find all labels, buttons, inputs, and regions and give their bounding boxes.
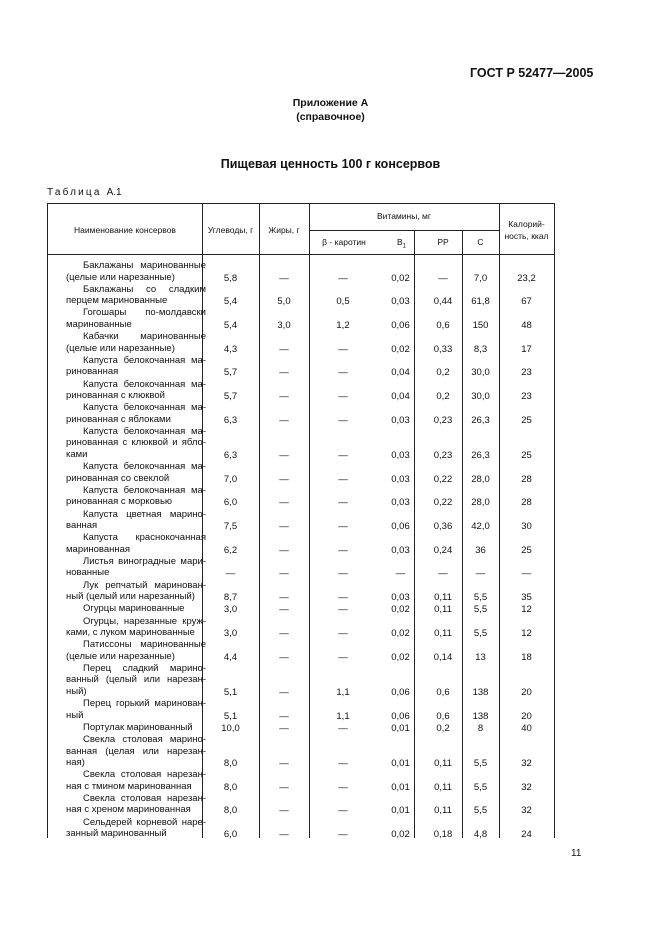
product-name — [66, 331, 206, 354]
cell-kcal: 35 — [521, 592, 532, 604]
cell-fats: — — [279, 473, 289, 485]
product-name-line: Свекла столовая марино- — [83, 734, 206, 745]
cell-carbs: — — [225, 568, 236, 580]
cell-pp: 0,11 — [434, 604, 452, 616]
product-name-line: Капуста белокочанная ма- — [83, 402, 206, 414]
cell-carbs: 6,0 — [223, 497, 238, 509]
cell-beta: — — [338, 367, 348, 379]
product-name — [66, 260, 206, 283]
cell-beta: — — [338, 343, 348, 355]
cell-b1: 0,02 — [391, 651, 410, 663]
product-name-line: ная с тмином маринованная — [66, 780, 192, 792]
cell-kcal: 28 — [521, 473, 532, 485]
cell-beta: 0,5 — [336, 296, 350, 308]
cell-b1: 0,06 — [391, 710, 410, 722]
cell-kcal: 67 — [521, 296, 532, 308]
cell-beta: 1,2 — [336, 319, 350, 331]
cell-beta: — — [338, 497, 348, 509]
document-code: ГОСТ Р 52477—2005 — [470, 66, 594, 80]
cell-b1: 0,06 — [391, 521, 410, 532]
cell-b1: 0,01 — [391, 758, 410, 769]
cell-fats: — — [279, 758, 289, 769]
product-name-line: ринованная со свеклой — [66, 472, 170, 484]
cell-pp: 0,2 — [436, 391, 450, 402]
cell-kcal: 32 — [521, 781, 532, 793]
product-name-line: Лук репчатый маринован- — [83, 579, 206, 591]
cell-fats: — — [279, 272, 289, 284]
cell-c: 150 — [472, 319, 489, 331]
cell-kcal: 25 — [521, 544, 532, 556]
table-label-word: Таблица — [47, 187, 102, 198]
cell-c: — — [475, 568, 486, 580]
col-header-b1 — [379, 236, 424, 253]
cell-pp: 0,11 — [434, 758, 452, 769]
cell-c: 8 — [477, 722, 484, 734]
cell-pp: 0,44 — [433, 296, 453, 308]
cell-pp: 0,11 — [434, 628, 452, 639]
appendix-subtitle: (справочное) — [296, 111, 365, 123]
product-name-line: нованные — [66, 567, 110, 579]
cell-kcal: 48 — [521, 319, 532, 331]
cell-carbs: 5,4 — [223, 296, 238, 308]
cell-c: 8,3 — [473, 343, 488, 355]
col-header-fats: Жиры, г — [268, 225, 300, 235]
nutrition-table — [47, 203, 555, 841]
cell-beta: — — [338, 414, 348, 426]
cell-beta: — — [338, 829, 348, 841]
cell-pp: 0,18 — [433, 829, 453, 841]
cell-c: 30,0 — [471, 367, 490, 379]
cell-beta: — — [338, 722, 348, 734]
page-number: 11 — [571, 848, 582, 859]
cell-pp: 0,2 — [436, 722, 450, 734]
col-header-beta-carotene: β - каротин — [322, 237, 366, 247]
cell-fats: — — [279, 781, 289, 793]
cell-b1: 0,03 — [391, 449, 410, 461]
product-name-line: маринованные — [66, 318, 132, 330]
cell-carbs: 5,1 — [223, 710, 238, 722]
product-name — [66, 793, 206, 816]
cell-beta: — — [338, 449, 348, 461]
cell-beta: — — [338, 544, 348, 556]
product-name-line: Гогошары по-молдавски — [83, 307, 206, 319]
cell-fats: — — [279, 829, 289, 841]
cell-fats: — — [279, 568, 289, 580]
product-name-line: ками, с луком маринованные — [66, 627, 195, 638]
cell-kcal: 30 — [521, 521, 532, 532]
product-name-line: Баклажаны маринованные — [83, 260, 206, 271]
product-name-line: ная) — [66, 757, 85, 768]
product-name-line: Перец горький маринован- — [83, 698, 206, 710]
col-header-c: С — [477, 237, 484, 247]
product-name — [66, 379, 206, 402]
cell-kcal: 12 — [521, 604, 532, 616]
cell-kcal: 23 — [521, 367, 532, 379]
col-header-name: Наименование консервов — [74, 225, 176, 235]
product-name-line: Капуста краснокочанная — [83, 532, 206, 544]
cell-fats: — — [279, 604, 289, 616]
cell-beta: — — [338, 628, 348, 639]
cell-fats: — — [279, 391, 289, 402]
col-header-b1-label: В — [396, 237, 403, 247]
cell-pp: 0,23 — [433, 414, 453, 426]
cell-c: 28,0 — [471, 497, 490, 509]
cell-c: 26,3 — [471, 449, 490, 461]
cell-pp: 0,22 — [433, 473, 453, 485]
product-name-line: ный (целый или нарезанный) — [66, 591, 195, 603]
cell-beta: — — [338, 604, 348, 616]
product-name-line: ринованная с клюквой — [66, 390, 165, 401]
cell-c: 5,5 — [473, 628, 488, 639]
cell-b1: 0,02 — [391, 829, 410, 841]
cell-pp: 0,22 — [433, 497, 453, 509]
product-name — [66, 461, 206, 484]
cell-pp: 0,6 — [436, 319, 450, 331]
col-header-kcal-line1: Калорий- — [508, 219, 545, 229]
cell-carbs: 8,7 — [223, 592, 238, 604]
product-name — [66, 485, 206, 508]
cell-carbs: 5,7 — [223, 391, 238, 402]
cell-beta: — — [338, 805, 348, 817]
cell-c: 4,8 — [473, 829, 488, 841]
product-name-line: занный маринованный — [66, 828, 167, 840]
cell-pp: 0,33 — [433, 343, 453, 355]
cell-pp: 0,11 — [434, 781, 452, 793]
product-name-line: Портулак маринованный — [83, 721, 193, 733]
cell-kcal: — — [521, 568, 532, 580]
cell-kcal: 32 — [521, 805, 532, 817]
cell-carbs: 4,3 — [223, 343, 238, 355]
cell-carbs: 10,0 — [221, 722, 240, 734]
cell-pp: 0,2 — [436, 367, 450, 379]
product-name — [66, 734, 206, 769]
cell-beta: — — [338, 758, 348, 769]
product-name — [66, 580, 206, 603]
cell-pp: — — [438, 568, 448, 580]
product-name-line: Капуста белокочанная ма- — [83, 378, 206, 390]
cell-carbs: 3,0 — [223, 604, 238, 616]
cell-fats: — — [279, 628, 289, 639]
cell-c: 42,0 — [471, 521, 490, 532]
cell-b1: 0,03 — [391, 544, 410, 556]
cell-pp: 0,6 — [436, 686, 450, 698]
cell-b1: 0,03 — [391, 414, 410, 426]
cell-beta: — — [338, 521, 348, 532]
cell-pp: 0,14 — [433, 651, 453, 663]
cell-kcal: 17 — [521, 343, 532, 355]
cell-pp: 0,23 — [433, 449, 453, 461]
product-name-line: ванная — [66, 520, 98, 531]
cell-carbs: 7,5 — [223, 521, 238, 532]
cell-c: 30,0 — [471, 391, 490, 402]
product-name-line: ринованная — [66, 366, 119, 378]
cell-fats: — — [279, 449, 289, 461]
cell-b1: 0,02 — [391, 628, 410, 639]
cell-fats: — — [279, 544, 289, 556]
cell-fats: — — [279, 686, 289, 698]
cell-fats: — — [279, 521, 289, 532]
product-name-line: ринованная с морковью — [66, 496, 173, 508]
cell-beta: 1,1 — [336, 710, 350, 722]
cell-carbs: 5,1 — [223, 686, 238, 698]
product-name — [66, 722, 206, 734]
product-name — [66, 616, 206, 639]
product-name-line: ками — [66, 448, 88, 460]
cell-b1: 0,03 — [391, 473, 410, 485]
cell-carbs: 7,0 — [223, 473, 238, 485]
cell-fats: 3,0 — [277, 319, 291, 331]
cell-beta: 1,1 — [336, 686, 350, 698]
cell-c: 5,5 — [473, 805, 488, 817]
cell-pp: 0,11 — [434, 805, 452, 817]
cell-kcal: 40 — [521, 722, 532, 734]
product-name-line: ный) — [66, 685, 87, 697]
product-name — [66, 639, 206, 662]
product-name-line: Листья виноградные мари- — [83, 555, 206, 567]
product-name-line: Огурцы маринованные — [83, 603, 185, 615]
cell-fats: — — [279, 805, 289, 817]
cell-c: 26,3 — [471, 414, 490, 426]
product-name-line: Сельдерей корневой наре- — [83, 816, 206, 828]
cell-carbs: 5,8 — [223, 272, 238, 284]
cell-fats: — — [279, 343, 289, 355]
cell-pp: 0,24 — [433, 544, 453, 556]
cell-carbs: 5,4 — [223, 319, 238, 331]
cell-b1: — — [395, 568, 406, 580]
table-label — [47, 187, 122, 198]
cell-kcal: 32 — [521, 758, 532, 769]
cell-b1: 0,01 — [391, 722, 410, 734]
product-name-line: Капуста цветная марино- — [83, 508, 206, 520]
product-name — [66, 355, 206, 378]
cell-b1: 0,02 — [391, 604, 410, 616]
cell-c: 13 — [475, 651, 486, 663]
cell-fats: — — [279, 414, 289, 426]
product-name-line: Капуста белокочанная ма- — [83, 484, 206, 496]
cell-c: 5,5 — [473, 758, 488, 769]
cell-pp: — — [438, 272, 448, 284]
product-name — [66, 698, 206, 721]
product-name-line: ный — [66, 709, 84, 721]
product-name-line: Кабачки маринованные — [83, 331, 206, 343]
product-name-line: ная с хреном маринованная — [66, 804, 191, 816]
product-name — [66, 556, 206, 579]
cell-pp: 0,11 — [434, 592, 452, 604]
product-name-line: Капуста белокочанная ма- — [83, 425, 206, 437]
cell-c: 138 — [472, 710, 489, 722]
product-name — [66, 769, 206, 792]
cell-carbs: 4,4 — [223, 651, 238, 663]
cell-fats: — — [279, 722, 289, 734]
product-name-line: (целые или нарезанные) — [66, 271, 175, 283]
product-name — [66, 426, 206, 461]
product-name-line: маринованная — [66, 543, 131, 555]
cell-fats: — — [279, 710, 289, 722]
cell-c: 61,8 — [471, 296, 490, 308]
cell-carbs: 5,7 — [223, 367, 238, 379]
cell-kcal: 20 — [521, 710, 532, 722]
cell-carbs: 6,3 — [223, 449, 238, 461]
product-name — [66, 532, 206, 555]
cell-kcal: 18 — [521, 651, 532, 663]
product-name — [66, 307, 206, 330]
cell-c: 36 — [475, 544, 486, 556]
product-name-line: ванный (целый или нарезан- — [66, 674, 206, 686]
cell-c: 5,5 — [473, 781, 488, 793]
cell-kcal: 23 — [521, 391, 532, 402]
cell-kcal: 12 — [521, 628, 532, 639]
cell-fats: — — [279, 367, 289, 379]
product-name — [66, 509, 206, 532]
cell-carbs: 6,2 — [223, 544, 238, 556]
product-name-line: Свекла столовая нарезан- — [83, 792, 206, 804]
product-name-line: ванная (целая или нарезан- — [66, 745, 206, 757]
cell-beta: — — [338, 568, 348, 580]
cell-c: 7,0 — [473, 272, 488, 284]
cell-b1: 0,06 — [391, 319, 410, 331]
cell-kcal: 23,2 — [517, 272, 536, 284]
col-header-carbs: Углеводы, г — [207, 225, 254, 235]
cell-b1: 0,01 — [391, 781, 410, 793]
cell-beta: — — [338, 473, 348, 485]
cell-beta: — — [338, 592, 348, 604]
product-name-line: ринованная с яблоками — [66, 413, 171, 425]
cell-beta: — — [338, 651, 348, 663]
product-name-line: Патиссоны маринованные — [83, 639, 206, 651]
cell-kcal: 20 — [521, 686, 532, 698]
cell-fats: — — [279, 651, 289, 663]
cell-b1: 0,03 — [391, 592, 410, 604]
cell-carbs: 6,3 — [223, 414, 238, 426]
appendix-title: Приложение А — [292, 97, 369, 109]
product-name-line: Баклажаны со сладким — [83, 283, 206, 295]
col-header-kcal-line2: ность, ккал — [504, 231, 549, 241]
cell-carbs: 8,0 — [223, 758, 238, 769]
product-name-line: (целые или нарезанные) — [66, 342, 175, 354]
cell-beta: — — [338, 781, 348, 793]
cell-carbs: 3,0 — [223, 628, 238, 639]
cell-c: 28,0 — [471, 473, 490, 485]
cell-c: 5,5 — [473, 604, 488, 616]
cell-fats: 5,0 — [277, 296, 291, 308]
product-name-line: Перец сладкий марино- — [83, 662, 206, 674]
product-name — [66, 284, 206, 307]
cell-pp: 0,36 — [433, 521, 453, 532]
cell-c: 5,5 — [473, 592, 488, 604]
cell-kcal: 24 — [521, 829, 532, 841]
cell-fats: — — [279, 497, 289, 509]
cell-b1: 0,03 — [391, 497, 410, 509]
product-name-line: ринованная с клюквой и ябло- — [66, 437, 206, 449]
cell-beta: — — [338, 391, 348, 402]
product-name — [66, 402, 206, 425]
product-name-line: (целые или нарезанные) — [66, 650, 175, 662]
product-name-line: перцем маринованные — [66, 295, 168, 307]
col-header-b1-sub: 1 — [402, 243, 406, 250]
cell-b1: 0,03 — [391, 296, 410, 308]
cell-pp: 0,6 — [436, 710, 450, 722]
cell-carbs: 8,0 — [223, 781, 238, 793]
cell-carbs: 8,0 — [223, 805, 238, 817]
col-header-kcal — [499, 218, 554, 242]
product-name-line: Капуста белокочанная ма- — [83, 461, 206, 473]
cell-b1: 0,02 — [391, 343, 410, 355]
cell-kcal: 28 — [521, 497, 532, 509]
cell-beta: — — [338, 272, 348, 284]
product-name — [66, 817, 206, 840]
cell-kcal: 25 — [521, 449, 532, 461]
product-name — [66, 603, 206, 615]
product-name-line: Капуста белокочанная ма- — [83, 354, 206, 366]
cell-b1: 0,04 — [391, 367, 410, 379]
cell-b1: 0,01 — [391, 805, 410, 817]
col-header-pp: РР — [437, 237, 449, 247]
product-name-line: Огурцы, нарезанные круж- — [83, 615, 206, 627]
page-title: Пищевая ценность 100 г консервов — [220, 157, 441, 171]
cell-carbs: 6,0 — [223, 829, 238, 841]
product-name-line: Свекла столовая нарезан- — [83, 769, 206, 781]
cell-c: 138 — [472, 686, 489, 698]
cell-b1: 0,02 — [391, 272, 410, 284]
col-header-vitamins: Витамины, мг — [376, 211, 431, 221]
cell-b1: 0,04 — [391, 391, 410, 402]
cell-b1: 0,06 — [391, 686, 410, 698]
table-label-number: А.1 — [106, 187, 122, 198]
cell-fats: — — [279, 592, 289, 604]
appendix-heading — [0, 96, 661, 124]
product-name — [66, 663, 206, 698]
cell-kcal: 25 — [521, 414, 532, 426]
